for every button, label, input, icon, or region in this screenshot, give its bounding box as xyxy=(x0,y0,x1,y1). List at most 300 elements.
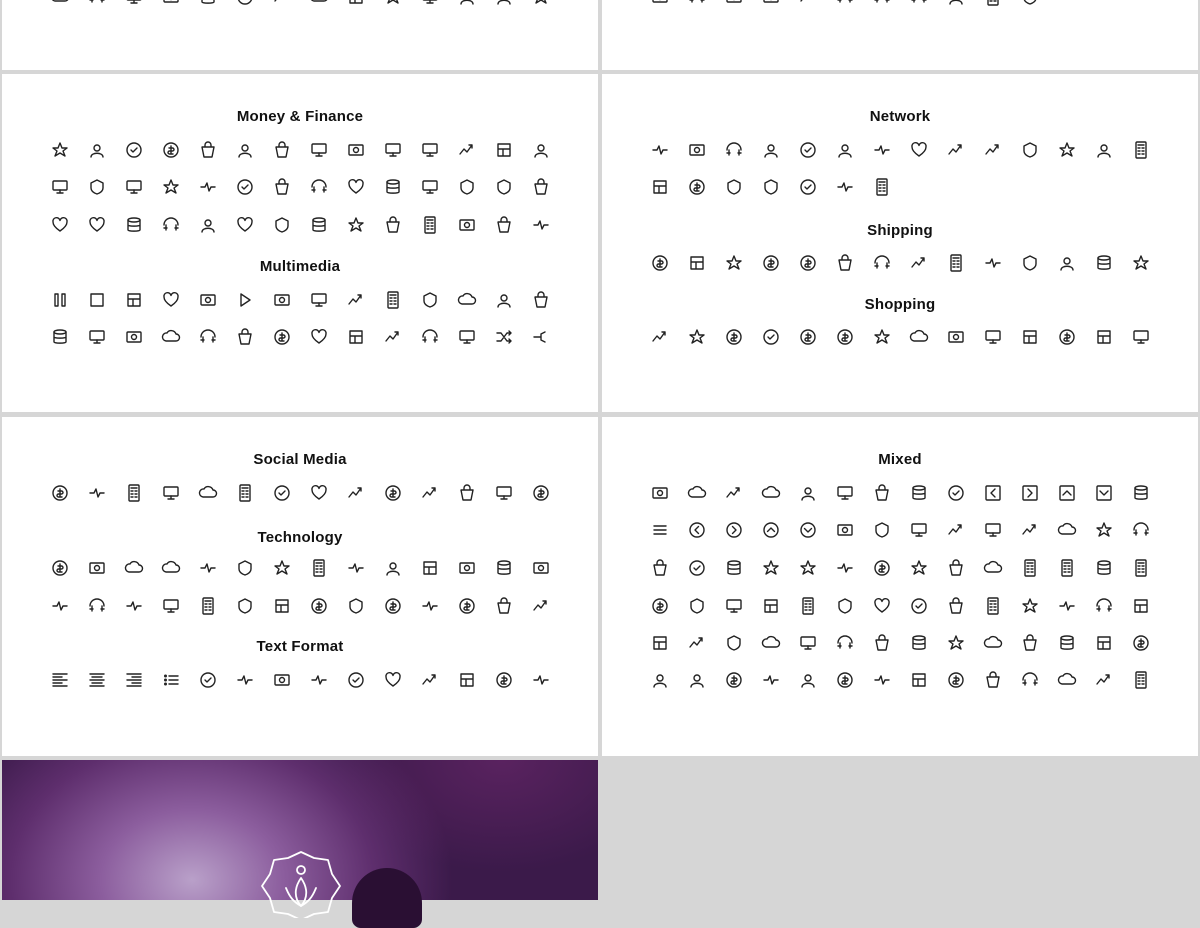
feather-icon xyxy=(946,520,966,540)
euro-sign-icon xyxy=(87,177,107,197)
fries-icon xyxy=(724,558,744,578)
love-letter-icon xyxy=(761,596,781,616)
location-icon xyxy=(650,0,670,7)
italic-icon xyxy=(346,670,366,690)
align-right-icon xyxy=(124,670,144,690)
car-icon xyxy=(983,0,1003,7)
align-left-icon xyxy=(50,670,70,690)
film-strip-icon xyxy=(198,327,218,347)
store-icon xyxy=(1020,327,1040,347)
section-title-multimedia: Multimedia xyxy=(259,258,341,275)
cloud-upload-icon xyxy=(835,140,855,160)
crop-icon xyxy=(235,0,255,7)
font-increase-icon xyxy=(198,670,218,690)
circle-up-icon xyxy=(761,520,781,540)
shield-check-icon xyxy=(1131,558,1151,578)
text-cursor-icon xyxy=(494,670,514,690)
paw-icon xyxy=(946,670,966,690)
volcano-icon xyxy=(650,558,670,578)
layout-icon xyxy=(761,633,781,653)
award-icon xyxy=(835,596,855,616)
banknote-yen-icon xyxy=(457,140,477,160)
fingerprint-icon xyxy=(1057,558,1077,578)
rocket-icon xyxy=(420,215,440,235)
microphone-icon xyxy=(161,327,181,347)
battery-half-icon xyxy=(383,327,403,347)
instagram-icon xyxy=(457,483,477,503)
group-icon xyxy=(835,633,855,653)
woman-icon xyxy=(1020,633,1040,653)
banknote-icon xyxy=(309,140,329,160)
ladybug-icon xyxy=(1057,670,1077,690)
devices-icon xyxy=(235,558,255,578)
car-icon xyxy=(983,596,1003,616)
receipt-icon xyxy=(872,327,892,347)
lamp-icon xyxy=(383,0,403,7)
network-hub-icon xyxy=(687,177,707,197)
tablet-icon xyxy=(309,596,329,616)
director-chair-icon xyxy=(383,290,403,310)
chevron-right-icon xyxy=(1020,483,1040,503)
phone-icon xyxy=(124,0,144,7)
pause-icon xyxy=(50,290,70,310)
monitor-icon xyxy=(161,558,181,578)
atom-icon xyxy=(346,0,366,7)
memory-card-icon xyxy=(420,596,440,616)
volume-icon xyxy=(457,290,477,310)
flask-icon xyxy=(272,0,292,7)
reddit-icon xyxy=(494,483,514,503)
slide-network-shipping-shopping[interactable] xyxy=(602,74,1198,412)
drop-icon xyxy=(1131,520,1151,540)
hearts-icon xyxy=(687,596,707,616)
train-icon xyxy=(1020,596,1040,616)
target-person-icon xyxy=(1094,633,1114,653)
tape-icon xyxy=(494,596,514,616)
router-icon xyxy=(383,558,403,578)
shopping-bag-icon xyxy=(650,327,670,347)
cart-icon xyxy=(761,327,781,347)
bitcoin-sign-icon xyxy=(198,177,218,197)
piggy-bank-icon xyxy=(531,140,551,160)
cassette-icon xyxy=(87,327,107,347)
basket-icon xyxy=(724,327,744,347)
truck-icon xyxy=(835,0,855,7)
gramophone-icon xyxy=(272,327,292,347)
handshake-icon xyxy=(50,215,70,235)
section-title-mixed: Mixed xyxy=(878,451,922,468)
bicycle-icon xyxy=(1094,596,1114,616)
slide-social-technology-text[interactable] xyxy=(2,417,598,756)
users-icon xyxy=(946,633,966,653)
delivery-truck-icon xyxy=(761,253,781,273)
projector-icon xyxy=(346,558,366,578)
database-user-icon xyxy=(761,177,781,197)
van-icon xyxy=(798,0,818,7)
cloud-down-icon xyxy=(687,483,707,503)
cheque-icon xyxy=(494,140,514,160)
section-title-shipping: Shipping xyxy=(867,222,933,239)
wallet-icon xyxy=(235,140,255,160)
phone-dollar-icon xyxy=(124,215,144,235)
moon-icon xyxy=(909,670,929,690)
battery-full-icon xyxy=(420,327,440,347)
kerning-icon xyxy=(531,670,551,690)
rainbow-icon xyxy=(835,670,855,690)
coin-yen-icon xyxy=(161,140,181,160)
webcam-icon xyxy=(494,558,514,578)
cloud-outline-icon xyxy=(761,483,781,503)
slide-mixed[interactable] xyxy=(602,417,1198,756)
tshirt-icon xyxy=(872,483,892,503)
server-settings-icon xyxy=(1020,140,1040,160)
drink-icon xyxy=(761,558,781,578)
recycle-icon xyxy=(1020,520,1040,540)
box-down-icon xyxy=(946,253,966,273)
forklift-icon xyxy=(1020,253,1040,273)
plug-icon xyxy=(983,520,1003,540)
cart-remove-icon xyxy=(1094,327,1114,347)
refresh-icon xyxy=(1131,483,1151,503)
storm-icon xyxy=(798,670,818,690)
router-small-icon xyxy=(531,596,551,616)
text-size-icon xyxy=(457,670,477,690)
browser-check-icon xyxy=(687,633,707,653)
calculator-icon xyxy=(272,177,292,197)
cloud-remove-icon xyxy=(872,140,892,160)
laptop-icon xyxy=(50,0,70,7)
fish-icon xyxy=(1094,520,1114,540)
bulb-icon xyxy=(457,0,477,7)
coin-stack-icon xyxy=(531,215,551,235)
film-reel-icon xyxy=(346,290,366,310)
server-list-icon xyxy=(1057,140,1077,160)
vimeo-icon xyxy=(124,483,144,503)
package-icon xyxy=(650,253,670,273)
coffee-icon xyxy=(835,558,855,578)
search-product-icon xyxy=(909,327,929,347)
pizza-icon xyxy=(798,558,818,578)
lotus-logo-icon xyxy=(256,848,346,918)
cloud-rain-icon xyxy=(872,670,892,690)
people-icon xyxy=(687,0,707,7)
desktop-icon xyxy=(198,558,218,578)
calculator-icon xyxy=(272,140,292,160)
behance-icon xyxy=(235,483,255,503)
flickr-icon xyxy=(309,483,329,503)
coffee-machine-icon xyxy=(872,558,892,578)
dollar-sign-icon xyxy=(50,177,70,197)
flash-drive-icon xyxy=(235,596,255,616)
slide-top-left[interactable] xyxy=(2,0,598,70)
mouse-icon xyxy=(87,558,107,578)
speech-dollar-icon xyxy=(346,177,366,197)
headphones-icon xyxy=(272,290,292,310)
discount-tag-icon xyxy=(1131,327,1151,347)
pin-icon xyxy=(161,0,181,7)
bluetooth-icon xyxy=(161,596,181,616)
list-icon xyxy=(161,670,181,690)
safe-icon xyxy=(494,177,514,197)
skype-icon xyxy=(383,483,403,503)
lifebuoy-icon xyxy=(650,670,670,690)
circle-left-icon xyxy=(687,520,707,540)
clapper-icon xyxy=(124,327,144,347)
diamond-icon xyxy=(798,596,818,616)
sim-card-icon xyxy=(457,596,477,616)
cart-download-icon xyxy=(946,327,966,347)
chevron-left-icon xyxy=(983,483,1003,503)
section-title-shopping: Shopping xyxy=(864,296,936,313)
section-title-network: Network xyxy=(869,108,931,125)
cart-upload-icon xyxy=(983,327,1003,347)
octopus-icon xyxy=(1020,670,1040,690)
pound-sign-icon xyxy=(124,177,144,197)
wifi-router-icon xyxy=(420,558,440,578)
stars-icon xyxy=(1131,596,1151,616)
growth-icon xyxy=(235,215,255,235)
circle-right-icon xyxy=(724,520,744,540)
server-icon xyxy=(983,140,1003,160)
ipod-icon xyxy=(50,596,70,616)
text-height-icon xyxy=(383,670,403,690)
power-icon xyxy=(531,558,551,578)
global-shipping-icon xyxy=(1131,253,1151,273)
globe-grid-icon xyxy=(1131,633,1151,653)
cloud-share-icon xyxy=(909,140,929,160)
apple-icon xyxy=(1057,520,1077,540)
pie-chart-icon xyxy=(272,215,292,235)
dollar-badge-icon xyxy=(531,177,551,197)
section-title-social: Social Media xyxy=(253,451,347,468)
database-settings-icon xyxy=(687,140,707,160)
bracket-icon xyxy=(531,0,551,7)
computer-tablet-icon xyxy=(272,558,292,578)
idea-dollar-icon xyxy=(383,215,403,235)
database-add-icon xyxy=(724,140,744,160)
target-icon xyxy=(650,633,670,653)
box-icon xyxy=(198,0,218,7)
database-refresh-icon xyxy=(761,140,781,160)
laptop-icon xyxy=(124,558,144,578)
hand-coin-icon xyxy=(309,177,329,197)
video-camera-icon xyxy=(309,327,329,347)
tumblr-icon xyxy=(87,483,107,503)
coin-bitcoin-icon xyxy=(198,140,218,160)
speaker-icon xyxy=(87,596,107,616)
smartwatch-icon xyxy=(383,596,403,616)
cloud-sync-icon xyxy=(946,140,966,160)
slide-top-right[interactable] xyxy=(602,0,1198,70)
pin-icon xyxy=(724,0,744,7)
window-settings-icon xyxy=(798,177,818,197)
arrow-icon xyxy=(494,0,514,7)
youtube-icon xyxy=(346,483,366,503)
thermometer-icon xyxy=(724,670,744,690)
blimp-icon xyxy=(946,596,966,616)
pinterest-icon xyxy=(198,483,218,503)
underline-icon xyxy=(309,670,329,690)
cloud-icon xyxy=(650,483,670,503)
menu-icon xyxy=(650,520,670,540)
database-lock-icon xyxy=(724,177,744,197)
window-image-icon xyxy=(798,633,818,653)
heart-icon xyxy=(650,596,670,616)
twitter-icon xyxy=(420,483,440,503)
dribbble-icon xyxy=(272,483,292,503)
smartphone-icon xyxy=(457,558,477,578)
yen-sign-icon xyxy=(161,177,181,197)
jacket-icon xyxy=(835,483,855,503)
bolt-icon xyxy=(835,520,855,540)
owl-icon xyxy=(1131,670,1151,690)
speaker-box-icon xyxy=(420,290,440,310)
price-tag-icon xyxy=(835,327,855,347)
ship-icon xyxy=(983,253,1003,273)
butterfly-icon xyxy=(1094,670,1114,690)
truck-icon xyxy=(872,0,892,7)
banknotes-icon xyxy=(346,140,366,160)
shield-dollar-icon xyxy=(235,177,255,197)
section-title-money: Money & Finance xyxy=(236,108,364,125)
stop-icon xyxy=(87,290,107,310)
medal-icon xyxy=(872,596,892,616)
skip-forward-icon xyxy=(161,290,181,310)
cloud-up-icon xyxy=(724,483,744,503)
parachute-dollar-icon xyxy=(346,215,366,235)
chip-icon xyxy=(124,596,144,616)
route-icon xyxy=(1057,253,1077,273)
section-title-technology: Technology xyxy=(257,529,343,546)
no-signal-icon xyxy=(309,558,329,578)
mute-icon xyxy=(494,290,514,310)
hand-truck-icon xyxy=(687,253,707,273)
play-icon xyxy=(235,290,255,310)
wave-icon xyxy=(946,0,966,7)
linkedin-icon xyxy=(161,483,181,503)
sun-icon xyxy=(761,670,781,690)
delivery-car-icon xyxy=(1094,253,1114,273)
coins-icon xyxy=(494,215,514,235)
bowl-icon xyxy=(946,558,966,578)
globe-icon xyxy=(1020,0,1040,7)
bee-icon xyxy=(983,670,1003,690)
section-title-textformat: Text Format xyxy=(256,638,344,655)
washing-machine-icon xyxy=(872,520,892,540)
gold-bars-icon xyxy=(457,177,477,197)
ship-icon xyxy=(1057,596,1077,616)
chevron-up-icon xyxy=(1057,483,1077,503)
envelope-dollar-icon xyxy=(198,215,218,235)
coin-euro-icon xyxy=(87,140,107,160)
open-box-icon xyxy=(724,253,744,273)
skip-back-icon xyxy=(198,290,218,310)
window-gear-icon xyxy=(835,177,855,197)
columns-icon xyxy=(724,633,744,653)
tv-icon xyxy=(531,290,551,310)
open-package-icon xyxy=(909,253,929,273)
soundcloud-icon xyxy=(531,483,551,503)
coin-dollar-icon xyxy=(50,140,70,160)
font-decrease-icon xyxy=(235,670,255,690)
cloud-download-icon xyxy=(798,140,818,160)
leaf-icon xyxy=(909,520,929,540)
align-center-icon xyxy=(87,670,107,690)
eject-icon xyxy=(124,290,144,310)
bold-icon xyxy=(272,670,292,690)
chevron-down-icon xyxy=(1094,483,1114,503)
battery-charging-icon xyxy=(346,327,366,347)
circle-down-icon xyxy=(798,520,818,540)
beer-icon xyxy=(687,558,707,578)
tie-icon xyxy=(946,483,966,503)
person-icon xyxy=(761,0,781,7)
shuffle-icon xyxy=(494,327,514,347)
user-circle-icon xyxy=(872,633,892,653)
parachute-box-icon xyxy=(872,253,892,273)
banknote-icon xyxy=(420,140,440,160)
shop-icon xyxy=(1057,327,1077,347)
vinyl-icon xyxy=(457,327,477,347)
woman-circle-icon xyxy=(909,633,929,653)
wine-glass-icon xyxy=(909,558,929,578)
mascot-icon xyxy=(687,670,707,690)
usb-icon xyxy=(198,596,218,616)
network-icon xyxy=(420,0,440,7)
facebook-icon xyxy=(50,483,70,503)
equalizer-icon xyxy=(235,327,255,347)
broken-heart-icon xyxy=(724,596,744,616)
shoe-icon xyxy=(909,483,929,503)
laptop-dollar-icon xyxy=(161,215,181,235)
money-plant-icon xyxy=(420,177,440,197)
film-box-icon xyxy=(835,253,855,273)
truck-icon xyxy=(87,0,107,7)
man-icon xyxy=(983,633,1003,653)
box-check-icon xyxy=(798,253,818,273)
bag-icon xyxy=(687,327,707,347)
toggle-icon xyxy=(1131,140,1151,160)
usb-drive-icon xyxy=(650,177,670,197)
gamepad-icon xyxy=(272,596,292,616)
basket-full-icon xyxy=(798,327,818,347)
money-bag-icon xyxy=(383,177,403,197)
strikethrough-icon xyxy=(420,670,440,690)
mouse-wireless-icon xyxy=(50,558,70,578)
banknote-icon xyxy=(383,140,403,160)
connect-icon xyxy=(531,327,551,347)
coin-pound-icon xyxy=(124,140,144,160)
cable-icon xyxy=(346,596,366,616)
window-add-icon xyxy=(872,177,892,197)
server-gear-icon xyxy=(1094,140,1114,160)
user-icon xyxy=(1057,633,1077,653)
password-icon xyxy=(1094,558,1114,578)
cookie-icon xyxy=(1020,558,1040,578)
umbrella-dollar-icon xyxy=(457,215,477,235)
camera-cctv-icon xyxy=(983,558,1003,578)
magnifier-dollar-icon xyxy=(309,215,329,235)
light-bulb-icon xyxy=(909,596,929,616)
car-money-icon xyxy=(87,215,107,235)
radio-icon xyxy=(50,327,70,347)
database-network-icon xyxy=(650,140,670,160)
video-file-icon xyxy=(309,290,329,310)
magnet-icon xyxy=(309,0,329,7)
shirt-tie-icon xyxy=(798,483,818,503)
gear-icon xyxy=(909,0,929,7)
slide-money-multimedia[interactable] xyxy=(2,74,598,412)
